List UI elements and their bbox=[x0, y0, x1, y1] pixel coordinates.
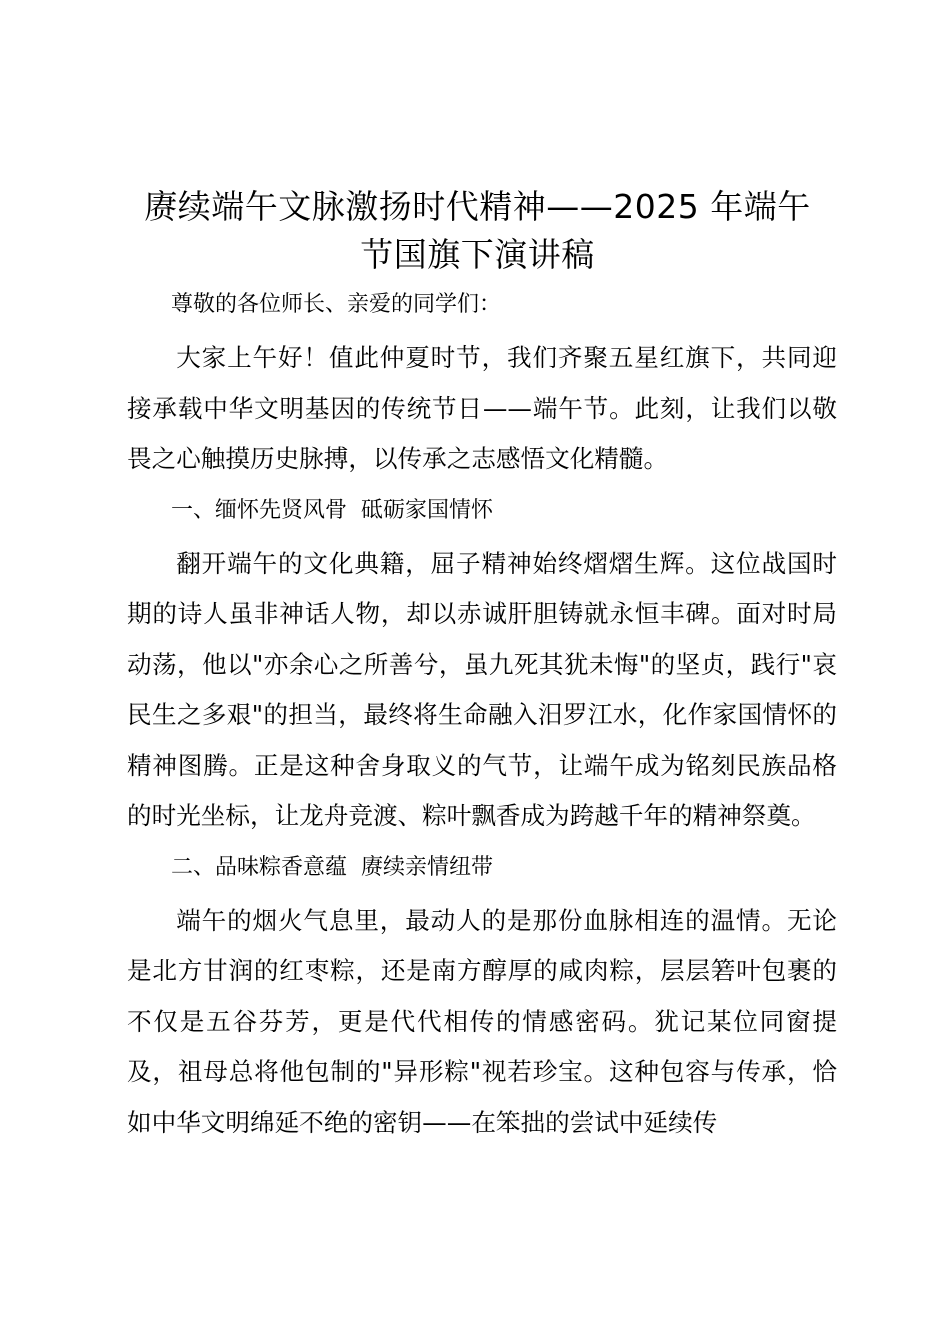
section-1-paragraph: 翻开端午的文化典籍，屈子精神始终熠熠生辉。这位战国时期的诗人虽非神话人物，却以赤诚肝胆铸就永恒丰碑。面对时局动荡，他以"亦余心之所善兮，虽九死其犹未悔"的坚贞，践行"哀民生之多艰"的担当，最终将生命融入汨罗江水，化作家国情怀的精神图腾。正是这种舍身取义的气节，让端午成为铭刻民族品格的时光坐标，让龙舟竞渡、粽叶飘香成为跨越千年的精神祭奠。 bbox=[127, 548, 837, 830]
section-2-heading-part-b: 赓续亲情纽带 bbox=[361, 854, 494, 880]
document-body bbox=[127, 282, 837, 1148]
section-2-paragraph: 端午的烟火气息里，最动人的是那份血脉相连的温情。无论是北方甘润的红枣粽，还是南方醇厚的咸肉粽，层层箬叶包裹的不仅是五谷芬芳，更是代代相传的情感密码。犹记某位同窗提及，祖母总将他包制的"异形粽"视若珍宝。这种包容与传承，恰如中华文明绵延不绝的密钥——在笨拙的尝试中延续传 bbox=[127, 905, 837, 1137]
section-1-heading-part-b: 砥砺家国情怀 bbox=[361, 497, 494, 523]
section-2-heading bbox=[127, 844, 837, 892]
title-line-2: 节国旗下演讲稿 bbox=[360, 235, 595, 274]
page-title bbox=[120, 183, 835, 279]
title-line-1: 赓续端午文脉激扬时代精神——2025 年端午 bbox=[144, 187, 811, 226]
section-2-heading-part-a: 二、品味粽香意蕴 bbox=[171, 854, 348, 880]
intro-paragraph: 大家上午好！值此仲夏时节，我们齐聚五星红旗下，共同迎接承载中华文明基因的传统节日——端午节。此刻，让我们以敬畏之心触摸历史脉搏，以传承之志感悟文化精髓。 bbox=[127, 343, 837, 473]
section-1-heading-part-a: 一、缅怀先贤风骨 bbox=[171, 497, 348, 523]
section-1-heading bbox=[127, 487, 837, 535]
salutation: 尊敬的各位师长、亲爱的同学们： bbox=[171, 292, 502, 317]
